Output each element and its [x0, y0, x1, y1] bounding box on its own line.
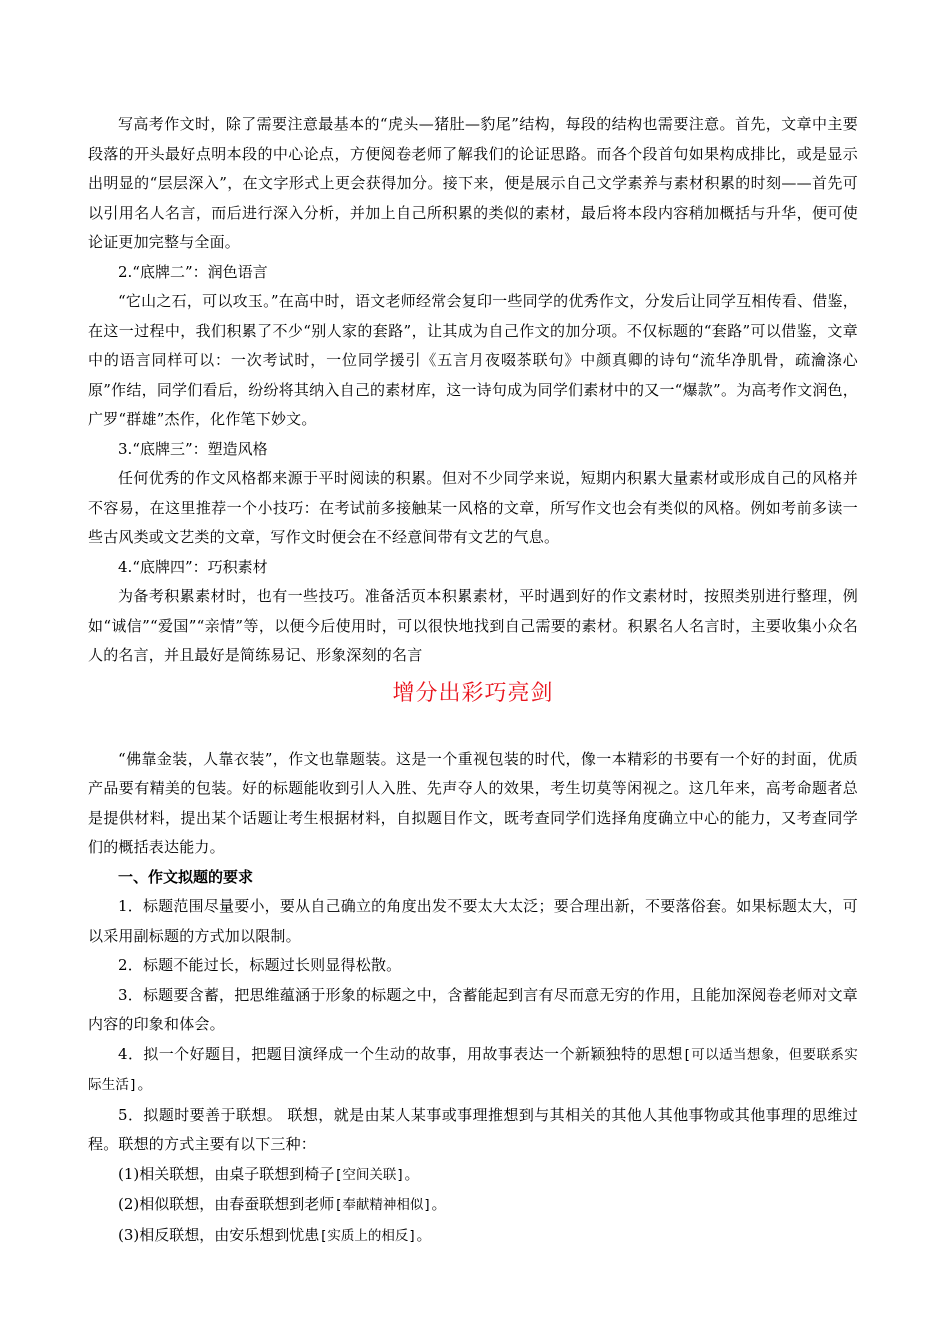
- requirement-3: 3．标题要含蓄，把思维蕴涵于形象的标题之中，含蓄能起到言有尽而意无穷的作用，且能加深阅卷老师对文章内容的印象和体会。: [88, 985, 858, 1033]
- section-title: 增分出彩巧亮剑: [392, 680, 554, 706]
- paragraph-structure: 写高考作文时，除了需要注意最基本的“虎头—猪肚—豹尾”结构，每段的结构也需要注意。首先，文章中主要段落的开头最好点明本段的中心论点，方便阅卷老师了解我们的论证思路。而各个段首句如果构成排比，或是显示出明显的“层层深入”，在文字形式上更会获得加分。接下来，便是展示自己文学素养与素材积累的时刻——首先可以引用名人名言，而后进行深入分析，并加上自己所积累的类似的素材，最后将本段内容稍加概括与升华，便可使论证更加完整与全面。: [88, 115, 858, 251]
- association-2-note: [奉献精神相似]: [334, 1197, 432, 1213]
- association-1-end: 。: [404, 1164, 420, 1183]
- paragraph-polish-language: “它山之石，可以攻玉。”在高中时，语文老师经常会复印一些同学的优秀作文，分发后让同学互相传看、借鉴，在这一过程中，我们积累了不少“别人家的套路”，让其成为自己作文的加分项。不仅标题的“套路”可以借鉴，文章中的语言同样可以：一次考试时，一位同学援引《五言月夜啜茶联句》中颜真卿的诗句“流华净肌骨，疏瀹涤心原”作结，同学们看后，纷纷将其纳入自己的素材库，这一诗句成为同学们素材中的又一“爆款”。为高考作文润色，广罗“群雄”杰作，化作笔下妙文。: [88, 292, 858, 428]
- association-3-end: 。: [416, 1225, 432, 1244]
- association-3-note: [实质上的相反]: [319, 1227, 417, 1244]
- association-2-end: 。: [431, 1195, 447, 1213]
- association-1-note: [空间关联]: [334, 1166, 405, 1183]
- paragraph-style: 任何优秀的作文风格都来源于平时阅读的积累。但对不少同学来说，短期内积累大量素材或形成自己的风格并不容易，在这里推荐一个小技巧：在考试前多接触某一风格的文章，所写作文也会有类似的风格。例如考前多读一些古风类或文艺类的文章，写作文时便会在不经意间带有文艺的气息。: [88, 469, 858, 546]
- association-3-text: (3)相反联想，由安乐想到忧患: [118, 1225, 320, 1244]
- requirement-5: 5．拟题时要善于联想。 联想，就是由某人某事或事理推想到与其相关的其他人其他事物或其他事理的思维过程。联想的方式主要有以下三种：: [88, 1105, 858, 1153]
- heading-card-four: 4.“底牌四”：巧积素材: [118, 557, 268, 576]
- paragraph-materials: 为备考积累素材时，也有一些技巧。准备活页本积累素材，平时遇到好的作文素材时，按照类别进行整理，例如“诚信”“爱国”“亲情”等，以便今后使用时，可以很快地找到自己需要的素材。积累名人名言时，主要收集小众名人的名言，并且最好是简练易记、形象深刻的名言: [88, 587, 858, 664]
- association-3: [88, 1221, 858, 1252]
- heading-requirements: 一、作文拟题的要求: [118, 867, 254, 886]
- spacer: [88, 711, 858, 745]
- heading-card-three: 3.“底牌三”：塑造风格: [118, 439, 268, 458]
- document-page: [88, 110, 858, 1251]
- requirement-1: 1．标题范围尽量要小，要从自己确立的角度出发不要太大太泛；要合理出新，不要落俗套。如果标题太大，可以采用副标题的方式加以限制。: [88, 897, 858, 945]
- association-1: [88, 1160, 858, 1191]
- requirement-4: [88, 1040, 858, 1101]
- association-2: [88, 1190, 858, 1221]
- requirement-2: 2．标题不能过长，标题过长则显得松散。: [118, 956, 402, 974]
- paragraph-intro: “佛靠金装，人靠衣装”，作文也靠题装。这是一个重视包装的时代，像一本精彩的书要有一个好的封面，优质产品要有精美的包装。好的标题能收到引人入胜、先声夺人的效果，考生切莫等闲视之。这几年来，高考命题者总是提供材料，提出某个话题让考生根据材料，自拟题目作文，既考查同学们选择角度确立中心的能力，又考查同学们的概括表达能力。: [88, 749, 858, 856]
- heading-card-two: 2.“底牌二”：润色语言: [118, 262, 268, 281]
- requirement-4-end: 。: [137, 1075, 153, 1093]
- requirement-4-note: [可以适当想象，但要联系实际生活]: [88, 1046, 858, 1093]
- association-2-text: (2)相似联想，由春蚕联想到老师: [118, 1195, 335, 1213]
- requirement-4-text: 4．拟一个好题目，把题目演绎成一个生动的故事，用故事表达一个新颖独特的思想: [118, 1044, 683, 1063]
- association-1-text: (1)相关联想，由桌子联想到椅子: [118, 1164, 335, 1183]
